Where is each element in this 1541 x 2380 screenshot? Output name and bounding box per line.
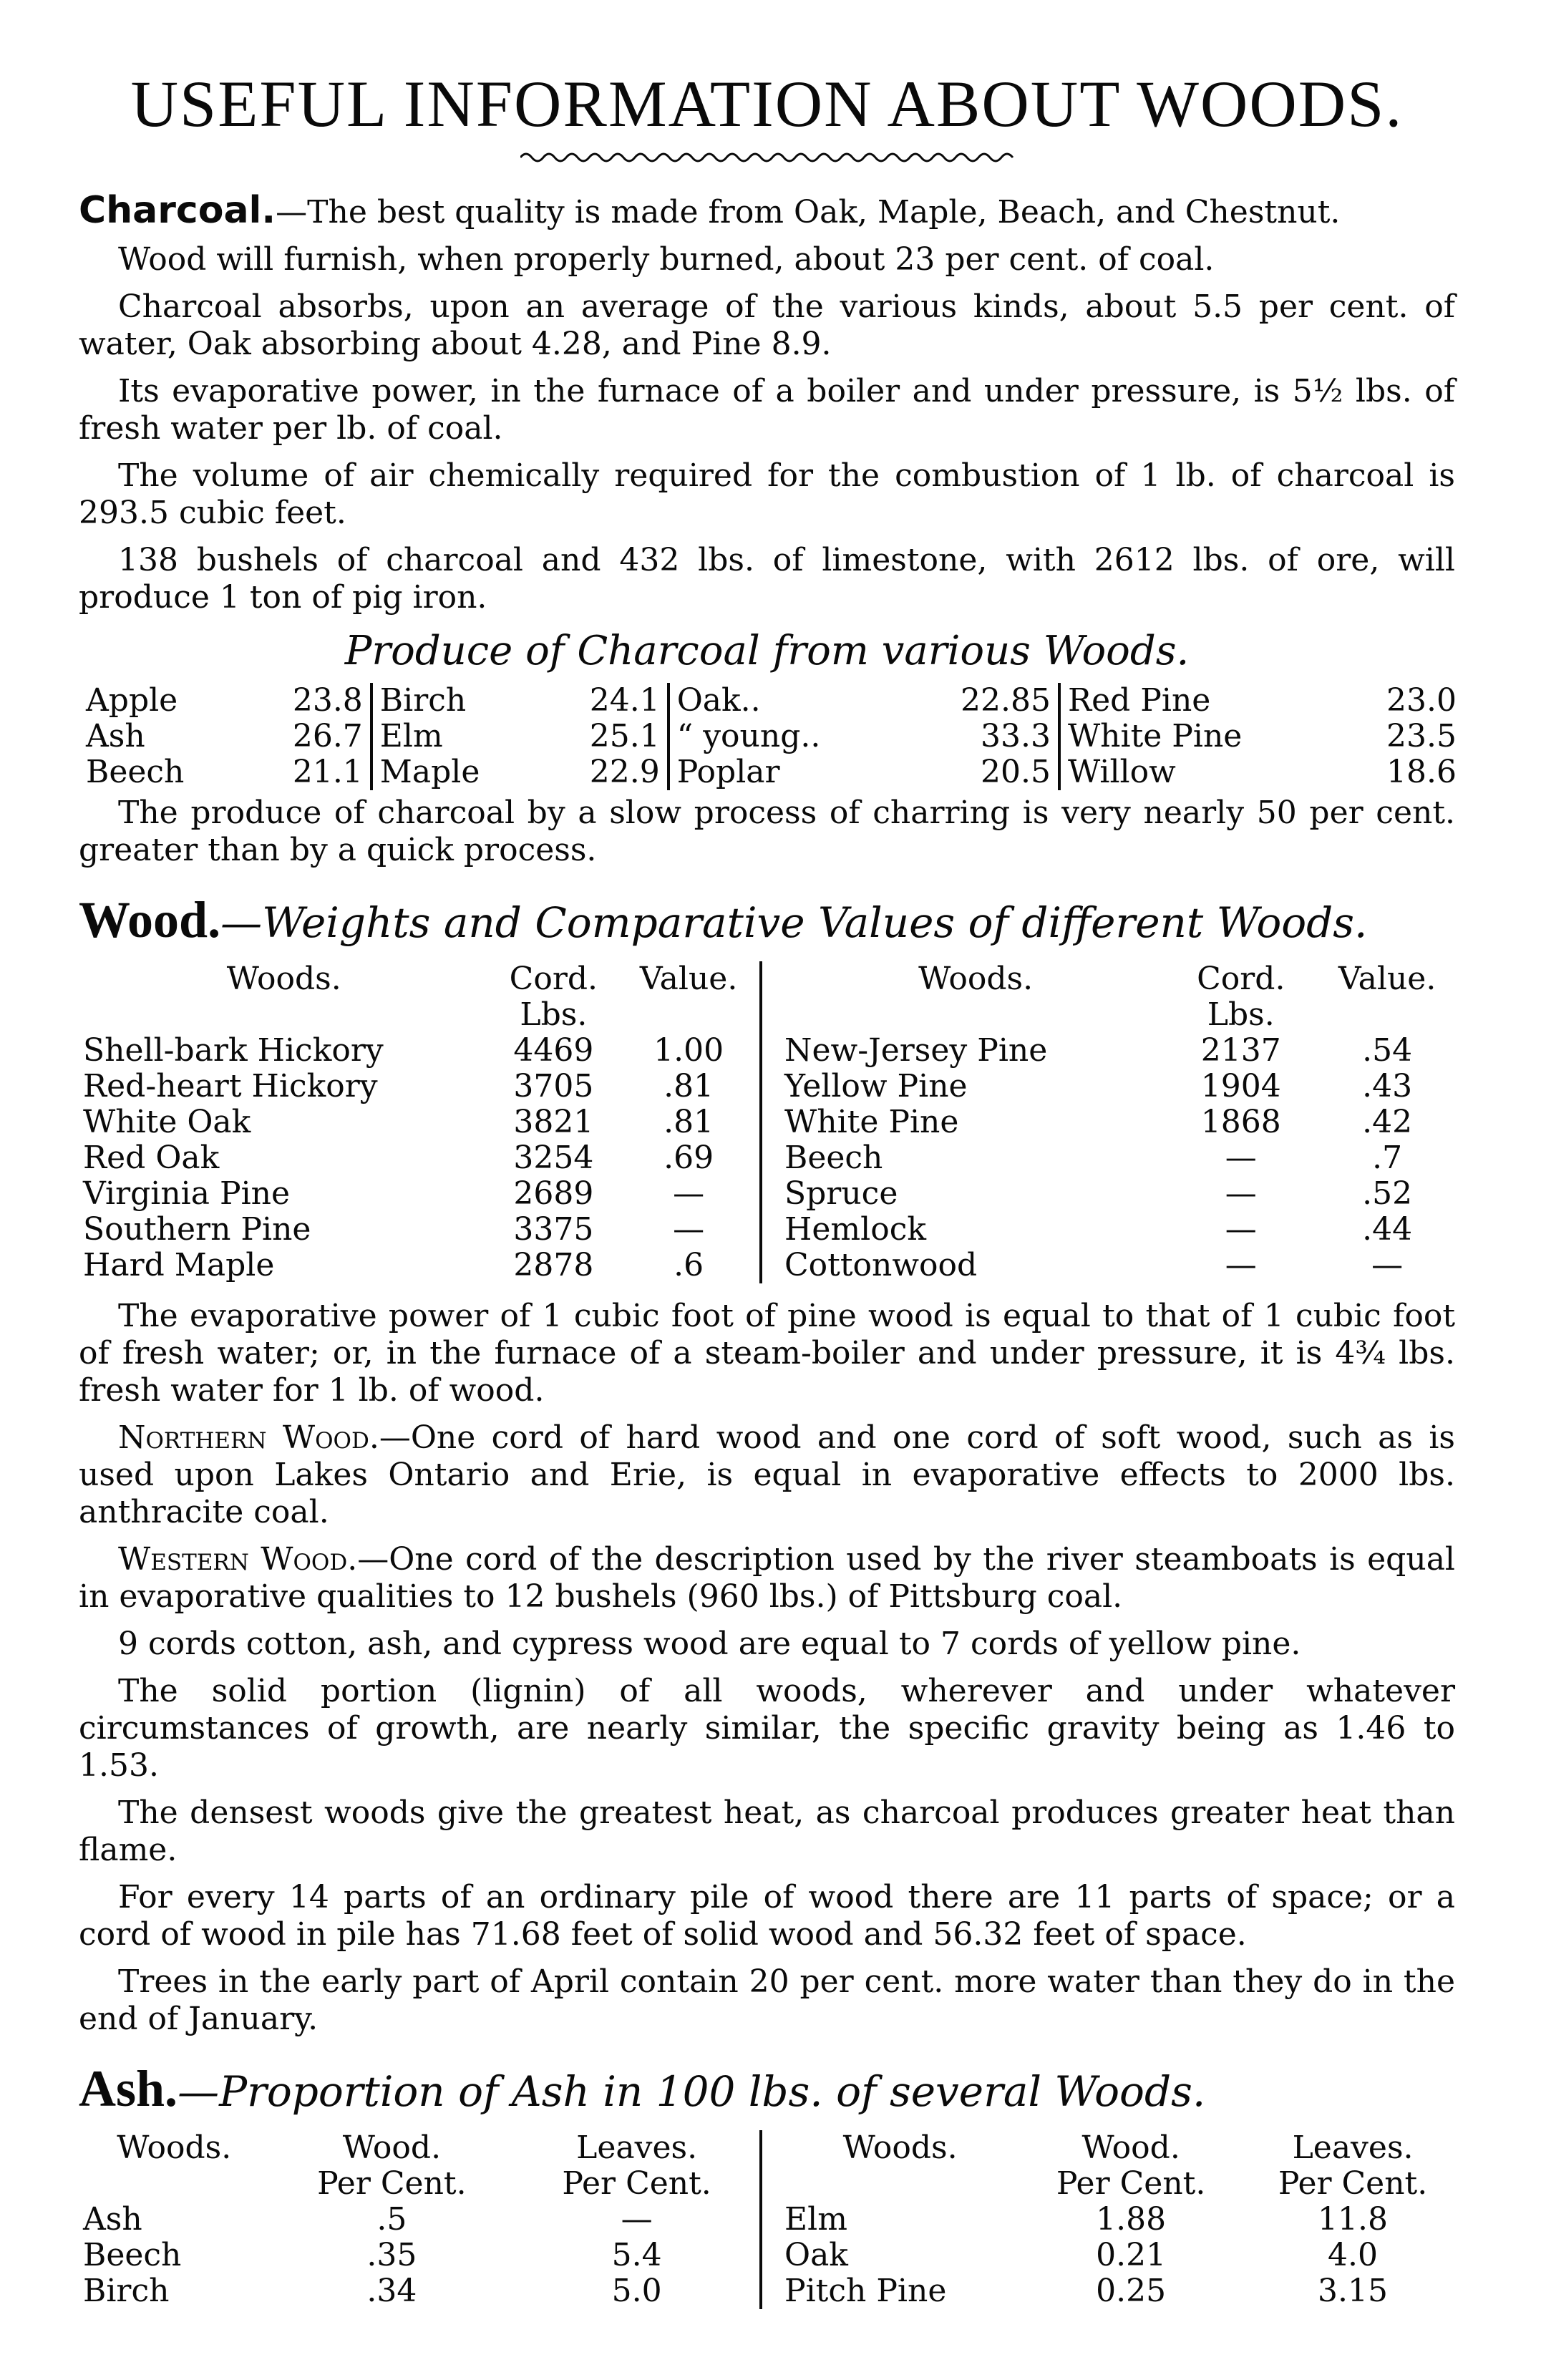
leaves-percent-header — [514, 2130, 761, 2202]
ash-heading: Ash. — [79, 2060, 178, 2117]
table-row — [780, 1212, 1464, 1248]
western-wood-label: Western Wood. — [118, 1541, 358, 1578]
leaves-ash-percent: 3.15 — [1318, 2273, 1389, 2309]
table-row — [780, 1176, 1464, 1212]
wood-subtitle: —Weights and Comparative Values of different Woods. — [220, 898, 1368, 947]
charcoal-intro — [79, 189, 1455, 232]
wood-name: Hard Maple — [83, 1247, 275, 1283]
produce-wood-name: Elm — [379, 718, 443, 754]
wood-values-tables — [79, 961, 1464, 1283]
comparative-value: .54 — [1362, 1032, 1413, 1069]
table-row — [780, 1104, 1464, 1140]
leaves-ash-percent: 5.0 — [611, 2273, 662, 2309]
wood-header-line1: Wood. — [342, 2129, 442, 2166]
ash-section-heading — [79, 2059, 1455, 2119]
leaves-ash-percent: 5.4 — [611, 2237, 662, 2273]
cord-weight: 4469 — [513, 1032, 594, 1069]
cord-weight: 2689 — [513, 1175, 594, 1212]
ash-wood-name: Ash — [83, 2201, 142, 2238]
wood-ash-percent: 1.88 — [1096, 2201, 1167, 2238]
cord-column-header — [1171, 961, 1311, 1033]
produce-value: 24.1 — [542, 683, 669, 719]
produce-wood-name: White Pine — [1067, 718, 1243, 754]
cord-header-line1: Cord. — [509, 961, 598, 997]
leaves-header-line2: Per Cent. — [562, 2165, 711, 2202]
cord-weight: 3705 — [513, 1068, 594, 1104]
charcoal-absorption-paragraph: Charcoal absorbs, upon an average of the various kinds, about 5.5 per cent. of water, Oak absorbing about 4.28, and Pine 8.9. — [79, 288, 1455, 362]
comparative-value: .81 — [663, 1068, 714, 1104]
produce-value: 33.3 — [903, 719, 1059, 754]
page-title: USEFUL INFORMATION ABOUT WOODS. — [130, 67, 1404, 140]
ash-subtitle: —Proportion of Ash in 100 lbs. of several Woods. — [178, 2067, 1206, 2116]
charcoal-air-paragraph: The volume of air chemically required for the combustion of 1 lb. of charcoal is 293.5 cubic feet. — [79, 457, 1455, 531]
table-row — [79, 1140, 761, 1176]
produce-value: 23.5 — [1386, 718, 1457, 754]
cord-weight: 1868 — [1200, 1104, 1281, 1140]
table-row — [780, 2238, 1464, 2273]
comparative-value: .7 — [1372, 1140, 1403, 1176]
cord-weight: 2137 — [1200, 1032, 1281, 1069]
ash-wood-name: Pitch Pine — [784, 2273, 947, 2309]
produce-wood-name: Willow — [1067, 754, 1176, 790]
comparative-value: — — [673, 1175, 705, 1212]
wood-header-line2: Per Cent. — [317, 2165, 467, 2202]
comparative-value: .69 — [663, 1140, 714, 1176]
leaves-header-line1: Leaves. — [1292, 2129, 1414, 2166]
ash-tables — [79, 2130, 1464, 2309]
cord-header-line1: Cord. — [1197, 961, 1285, 997]
woods-column-header: Woods. — [842, 2129, 958, 2166]
wood-name: Cottonwood — [784, 1247, 978, 1283]
produce-value: 22.85 — [903, 683, 1059, 719]
wood-ash-percent: .35 — [366, 2237, 417, 2273]
wood-name: Southern Pine — [83, 1211, 311, 1248]
leaves-percent-header — [1242, 2130, 1464, 2202]
produce-wood-name: Ash — [86, 718, 145, 754]
produce-value: 25.1 — [542, 719, 669, 754]
ash-header-row — [780, 2130, 1464, 2202]
produce-wood-name: Red Pine — [1067, 682, 1211, 719]
cord-weight: — — [1225, 1175, 1257, 1212]
table-row — [79, 1069, 761, 1104]
wood-ash-percent: 0.25 — [1096, 2273, 1167, 2309]
northern-wood-paragraph — [79, 1419, 1455, 1531]
ash-table-left — [79, 2130, 762, 2309]
produce-wood-name: Oak.. — [676, 682, 761, 719]
cord-weight: 1904 — [1200, 1068, 1281, 1104]
ash-wood-name: Birch — [83, 2273, 170, 2309]
wood-name: Virginia Pine — [83, 1175, 291, 1212]
produce-wood-name: Apple — [86, 682, 178, 719]
wood-name: Hemlock — [784, 1211, 926, 1248]
produce-value: 23.0 — [1386, 682, 1457, 719]
table-row — [79, 1176, 761, 1212]
charcoal-heading: Charcoal. — [79, 189, 276, 232]
produce-wood-name: Beech — [86, 754, 185, 790]
wood-values-table-left — [79, 961, 762, 1283]
produce-value: 26.7 — [245, 719, 371, 754]
ash-header-row — [79, 2130, 761, 2202]
woods-column-header: Woods. — [226, 961, 341, 997]
table-row — [79, 1033, 761, 1069]
table-row — [79, 1212, 761, 1248]
wood-percent-header — [1020, 2130, 1242, 2202]
wood-header-line2: Per Cent. — [1056, 2165, 1206, 2202]
western-wood-text: —One cord of the description used by the river steamboats is equal in evaporative qualities to 12 bushels (960 lbs.) of Pittsburg coal. — [79, 1541, 1455, 1615]
cotton-ash-cypress-paragraph: 9 cords cotton, ash, and cypress wood are equal to 7 cords of yellow pine. — [118, 1626, 1301, 1662]
ash-table-right — [780, 2130, 1464, 2309]
wood-name: Spruce — [784, 1175, 898, 1212]
comparative-value: .81 — [663, 1104, 714, 1140]
ash-wood-name: Elm — [784, 2201, 847, 2238]
lignin-paragraph: The solid portion (lignin) of all woods, wherever and under whatever circumstances of growth, are nearly similar, the specific gravity being as 1.46 to 1.53. — [79, 1673, 1455, 1784]
table-row — [79, 719, 1464, 754]
wood-pile-paragraph: For every 14 parts of an ordinary pile of wood there are 11 parts of space; or a cord of wood in pile has 71.68 feet of solid wood and 56.32 feet of space. — [79, 1879, 1455, 1953]
table-row — [780, 1069, 1464, 1104]
table-row — [780, 2202, 1464, 2238]
leaves-ash-percent: — — [621, 2201, 653, 2238]
table-row — [79, 754, 1464, 790]
produce-value: 20.5 — [903, 754, 1059, 790]
northern-wood-label: Northern Wood. — [118, 1419, 379, 1456]
value-column-header: Value. — [1338, 961, 1437, 997]
wood-ash-percent: 0.21 — [1096, 2237, 1167, 2273]
produce-wood-name: “ young.. — [676, 718, 821, 754]
table-row — [79, 1248, 761, 1283]
produce-table-title: Produce of Charcoal from various Woods. — [344, 628, 1190, 674]
comparative-value: .52 — [1362, 1175, 1413, 1212]
charcoal-yield-paragraph: Wood will furnish, when properly burned, about 23 per cent. of coal. — [118, 241, 1215, 278]
leaves-header-line1: Leaves. — [576, 2129, 698, 2166]
densest-woods-paragraph: The densest woods give the greatest heat, as charcoal produces greater heat than flame. — [79, 1794, 1455, 1868]
table-row — [780, 1033, 1464, 1069]
pine-evaporative-paragraph: The evaporative power of 1 cubic foot of pine wood is equal to that of 1 cubic foot of fresh water; or, in the furnace of a steam-boiler and under pressure, it is 4¾ lbs. fresh water for 1 lb. of wood. — [79, 1298, 1455, 1409]
table-row — [780, 2273, 1464, 2309]
table-row — [79, 683, 1464, 719]
cord-header-line2: Lbs. — [1207, 996, 1275, 1033]
wood-header-row — [780, 961, 1464, 1033]
northern-wood-text: —One cord of hard wood and one cord of soft wood, such as is used upon Lakes Ontario and Erie, is equal in evaporative effects to 2000 lbs. anthracite coal. — [79, 1419, 1455, 1530]
cord-header-line2: Lbs. — [520, 996, 588, 1033]
charcoal-evaporative-paragraph: Its evaporative power, in the furnace of a boiler and under pressure, is 5½ lbs. of fresh water per lb. of coal. — [79, 373, 1455, 447]
wood-name: Shell-bark Hickory — [83, 1032, 384, 1069]
wood-name: Red Oak — [83, 1140, 220, 1176]
wood-name: New-Jersey Pine — [784, 1032, 1048, 1069]
wood-name: Yellow Pine — [784, 1068, 968, 1104]
woods-column-header: Woods. — [918, 961, 1034, 997]
produce-value: 23.8 — [245, 683, 371, 719]
wood-values-table-right — [780, 961, 1464, 1283]
produce-value: 22.9 — [542, 754, 669, 790]
produce-wood-name: Poplar — [676, 754, 780, 790]
comparative-value: .44 — [1362, 1211, 1413, 1248]
table-row — [79, 1104, 761, 1140]
comparative-value: .42 — [1362, 1104, 1413, 1140]
cord-weight: — — [1225, 1211, 1257, 1248]
leaves-ash-percent: 4.0 — [1328, 2237, 1379, 2273]
cord-weight: 3375 — [513, 1211, 594, 1248]
charcoal-intro-text: —The best quality is made from Oak, Maple, Beach, and Chestnut. — [276, 194, 1341, 230]
cord-weight: 3254 — [513, 1140, 594, 1176]
comparative-value: .43 — [1362, 1068, 1413, 1104]
trees-water-paragraph: Trees in the early part of April contain 20 per cent. more water than they do in the end of January. — [79, 1963, 1455, 2037]
wood-ash-percent: .34 — [366, 2273, 417, 2309]
comparative-value: 1.00 — [653, 1032, 724, 1069]
produce-table — [79, 683, 1464, 790]
comparative-value: .6 — [674, 1247, 704, 1283]
charcoal-pig-iron-paragraph: 138 bushels of charcoal and 432 lbs. of limestone, with 2612 lbs. of ore, will produce 1 ton of pig iron. — [79, 542, 1455, 616]
wood-heading: Wood. — [79, 891, 221, 948]
cord-weight: — — [1225, 1247, 1257, 1283]
table-row — [780, 1248, 1464, 1283]
wavy-rule-ornament — [520, 147, 1014, 167]
produce-value: 21.1 — [245, 754, 371, 790]
wood-name: Beech — [784, 1140, 883, 1176]
produce-note: The produce of charcoal by a slow process of charring is very nearly 50 per cent. greater than by a quick process. — [79, 795, 1455, 868]
ash-wood-name: Oak — [784, 2237, 848, 2273]
wood-percent-header — [270, 2130, 515, 2202]
wood-section-heading — [79, 890, 1455, 950]
wood-ash-percent: .5 — [376, 2201, 407, 2238]
wood-name: Red-heart Hickory — [83, 1068, 378, 1104]
value-column-header: Value. — [639, 961, 738, 997]
wood-header-row — [79, 961, 761, 1033]
cord-weight: 2878 — [513, 1247, 594, 1283]
cord-weight: — — [1225, 1140, 1257, 1176]
wood-header-line1: Wood. — [1081, 2129, 1180, 2166]
table-row — [79, 2238, 761, 2273]
western-wood-paragraph — [79, 1541, 1455, 1616]
produce-value: 18.6 — [1386, 754, 1457, 790]
comparative-value: — — [1371, 1247, 1404, 1283]
table-row — [780, 1140, 1464, 1176]
leaves-ash-percent: 11.8 — [1318, 2201, 1389, 2238]
wood-name: White Pine — [784, 1104, 959, 1140]
table-row — [79, 2202, 761, 2238]
cord-column-header — [489, 961, 618, 1033]
cord-weight: 3821 — [513, 1104, 594, 1140]
produce-wood-name: Maple — [379, 754, 480, 790]
wood-name: White Oak — [83, 1104, 251, 1140]
leaves-header-line2: Per Cent. — [1278, 2165, 1428, 2202]
table-row — [79, 2273, 761, 2309]
ash-wood-name: Beech — [83, 2237, 182, 2273]
produce-wood-name: Birch — [379, 682, 467, 719]
woods-column-header: Woods. — [117, 2129, 232, 2166]
comparative-value: — — [673, 1211, 705, 1248]
